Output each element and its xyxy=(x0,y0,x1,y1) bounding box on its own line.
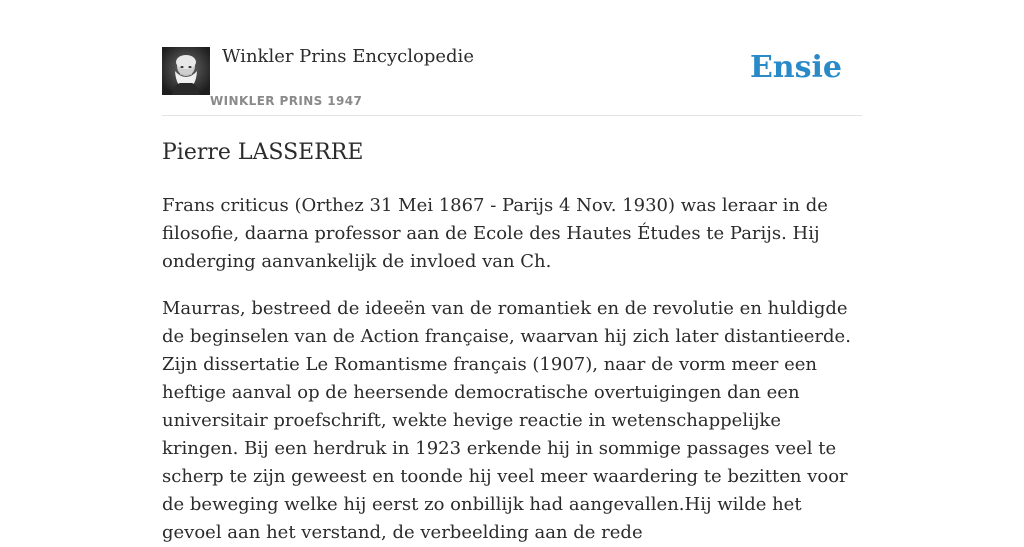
bearded-man-portrait-icon xyxy=(162,47,210,95)
source-title[interactable]: Winkler Prins Encyclopedie xyxy=(222,46,474,67)
source-header xyxy=(162,0,862,116)
article-paragraph-2: Maurras, bestreed de ideeën van de romantiek en de revolutie en huldigde de beginselen van de Action française, waarvan hij zich later distantieerde. Zijn dissertatie Le Romantisme français (1907), naar de vorm meer een heftige aanval op de heersende democratische overtuigingen dan een universitair proefschrift, wekte hevige reactie in wetenschappelijke kringen. Bij een herdruk in 1923 erkende hij in sommige passages veel te scherp te zijn geweest en toonde hij veel meer waardering te bezitten voor de beweging welke hij eerst zo onbillijk had aangevallen.Hij wilde het gevoel aan het verstand, de verbeelding aan de rede xyxy=(162,298,851,543)
page-container xyxy=(162,0,862,543)
source-subtitle: WINKLER PRINS 1947 xyxy=(210,94,363,108)
article-paragraph-1: Frans criticus (Orthez 31 Mei 1867 - Parijs 4 Nov. 1930) was leraar in de filosofie, daarna professor aan de Ecole des Hautes Études te Parijs. Hij onderging aanvankelijk de invloed van Ch. xyxy=(162,195,828,272)
brand-logo-link[interactable]: Ensie xyxy=(749,50,842,85)
article-title: Pierre LASSERRE xyxy=(162,140,364,165)
avatar[interactable] xyxy=(162,47,210,95)
